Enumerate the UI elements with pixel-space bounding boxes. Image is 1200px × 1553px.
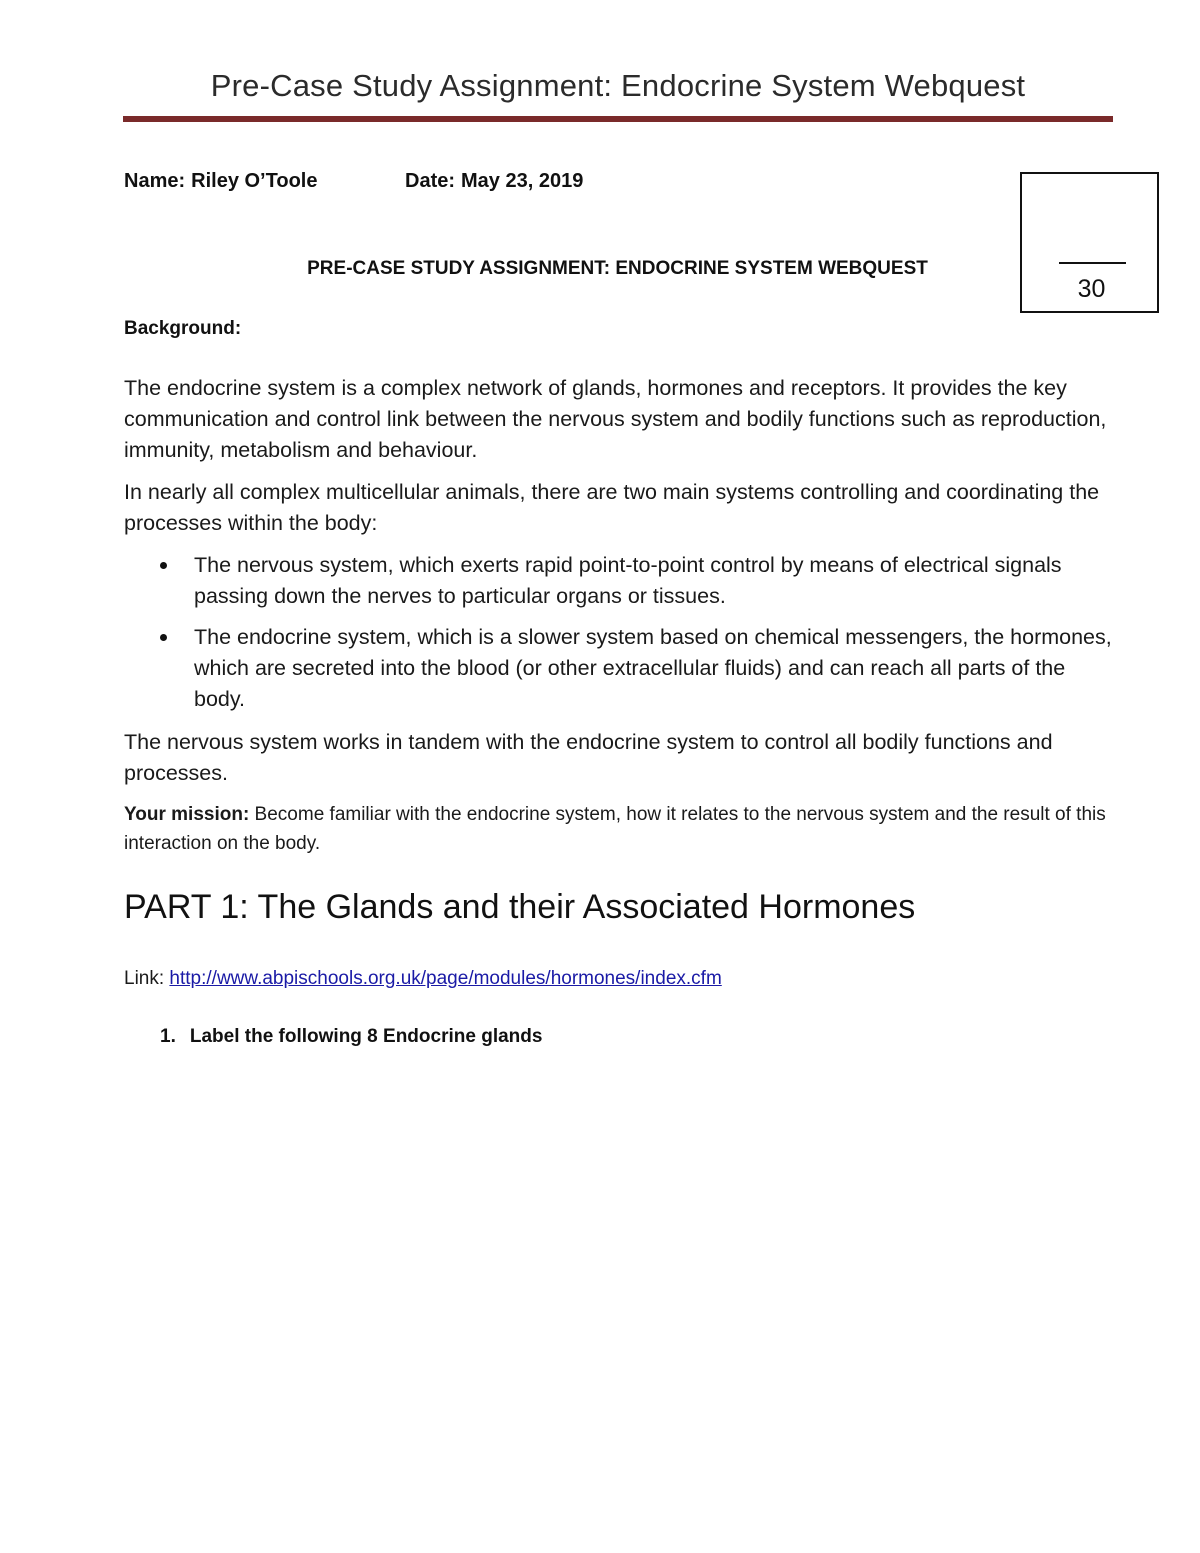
score-total: 30 — [1077, 275, 1106, 303]
resource-link-line — [124, 968, 722, 990]
background-paragraph-2: In nearly all complex multicellular animals, there are two main systems controlling and coordinating the processes within the body: — [124, 480, 1100, 535]
document-heading: PRE-CASE STUDY ASSIGNMENT: ENDOCRINE SYSTEM WEBQUEST — [307, 258, 928, 279]
mission-label: Your mission: — [124, 804, 250, 825]
list-item-text: The endocrine system, which is a slower system based on chemical messengers, the hormones, which are secreted into the blood (or other extracellular fluids) and can reach all parts of the body. — [194, 625, 1112, 711]
systems-list — [124, 550, 1114, 725]
score-box — [1020, 172, 1159, 313]
date-label: Date: — [405, 170, 456, 192]
background-paragraph-3: The nervous system works in tandem with the endocrine system to control all bodily functions and processes. — [124, 730, 1053, 785]
mission-statement — [124, 800, 1114, 858]
mission-text: Become familiar with the endocrine system, how it relates to the nervous system and the result of this interaction on the body. — [124, 804, 1106, 854]
name-value: Riley O’Toole — [191, 170, 318, 192]
background-label: Background: — [124, 318, 242, 339]
list-item-text: The nervous system, which exerts rapid point-to-point control by means of electrical signals passing down the nerves to particular organs or tissues. — [194, 553, 1062, 608]
header-divider — [123, 116, 1113, 122]
bullet-icon — [160, 634, 167, 641]
assignment-date — [405, 170, 583, 193]
question-number: 1. — [160, 1026, 176, 1047]
bullet-icon — [160, 562, 167, 569]
list-item — [124, 550, 1114, 612]
question-text: Label the following 8 Endocrine glands — [189, 1026, 543, 1047]
student-name — [124, 170, 317, 193]
part-1-title: PART 1: The Glands and their Associated Hormones — [124, 888, 916, 926]
question-1 — [160, 1026, 542, 1048]
date-value: May 23, 2019 — [461, 170, 584, 192]
link-label: Link: — [124, 968, 170, 989]
name-label: Name: — [124, 170, 186, 192]
resource-link[interactable]: http://www.abpischools.org.uk/page/modules/hormones/index.cfm — [169, 968, 722, 989]
background-paragraph-1: The endocrine system is a complex network of glands, hormones and receptors. It provides the key communication and control link between the nervous system and bodily functions such as reproduction, immunity, metabolism and behaviour. — [124, 376, 1107, 462]
page-header-title: Pre-Case Study Assignment: Endocrine System Webquest — [210, 68, 1026, 103]
list-item — [124, 622, 1114, 715]
